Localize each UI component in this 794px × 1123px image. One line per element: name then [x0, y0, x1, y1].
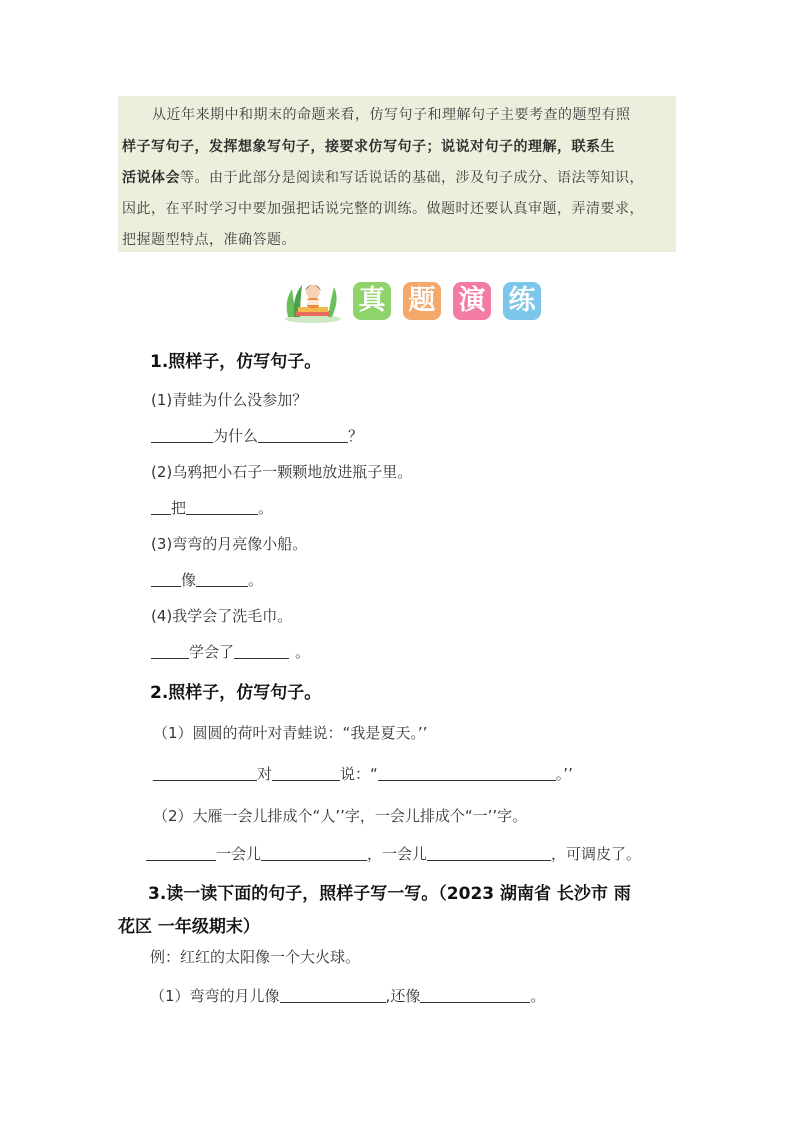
q3-heading-line-2: 花区 一年级期末）	[118, 917, 260, 937]
answer-blank[interactable]	[196, 571, 248, 587]
q1-answer-4: 学会了 。	[151, 641, 310, 662]
answer-blank[interactable]	[146, 845, 216, 861]
answer-blank[interactable]	[151, 643, 189, 659]
q1-answer-1: 为什么 ？	[151, 425, 363, 446]
q1-heading: 1.照样子，仿写句子。	[150, 352, 322, 372]
q3-heading-line-1: 3.读一读下面的句子，照样子写一写。（2023 湖南省 长沙市 雨	[148, 884, 631, 904]
q3-answer-1: （1）弯弯的月儿像 ,还像 。	[150, 987, 546, 1005]
intro-line-5: 把握题型特点，准确答题。	[122, 232, 296, 248]
answer-blank[interactable]	[234, 643, 289, 659]
answer-blank[interactable]	[427, 845, 551, 861]
q2-prompt-1: （1）圆圆的荷叶对青蛙说：“我是夏天。’’	[153, 724, 428, 742]
intro-bold-1: 样子写句子，发挥想象写句子，接要求仿写句子；说说对句子的理解，联系生	[122, 139, 615, 155]
q1-answer-3: 像 。	[151, 569, 263, 590]
intro-line-3: 活说体会等。由于此部分是阅读和写话说话的基础，涉及句子成分、语法等知识，	[122, 170, 644, 186]
answer-blank[interactable]	[280, 987, 386, 1003]
q1-prompt-1: (1)青蛙为什么没参加？	[151, 391, 308, 409]
banner-tile-2: 题	[403, 282, 441, 320]
q1-prompt-4: (4)我学会了洗毛巾。	[151, 607, 293, 625]
q2-heading: 2.照样子，仿写句子。	[150, 683, 322, 703]
answer-blank[interactable]	[153, 765, 257, 781]
answer-blank[interactable]	[420, 987, 530, 1003]
q2-answer-2: 一会儿 ，一会儿 ，可调皮了。	[146, 843, 641, 864]
intro-line-4: 因此，在平时学习中要加强把话说完整的训练。做题时还要认真审题，弄清要求，	[122, 201, 644, 217]
answer-blank[interactable]	[258, 427, 348, 443]
reading-girl-illustration	[282, 279, 344, 323]
banner-tile-4: 练	[503, 282, 541, 320]
q2-answer-1: 对 说：“ 。’’	[153, 763, 573, 784]
q1-prompt-2: (2)乌鸦把小石子一颗颗地放进瓶子里。	[151, 463, 413, 481]
q1-answer-2: 把 。	[151, 497, 273, 518]
answer-blank[interactable]	[378, 765, 556, 781]
answer-blank[interactable]	[151, 499, 171, 515]
section-banner	[282, 279, 544, 323]
intro-line-1: 从近年来期中和期末的命题来看，仿写句子和理解句子主要考查的题型有照	[152, 107, 631, 123]
q2-prompt-2: （2）大雁一会儿排成个“人’’字，一会儿排成个“一’’字。	[153, 807, 528, 825]
q1-prompt-3: (3)弯弯的月亮像小船。	[151, 535, 308, 553]
answer-blank[interactable]	[261, 845, 367, 861]
intro-bold-2: 活说体会	[122, 170, 180, 186]
answer-blank[interactable]	[151, 427, 213, 443]
q3-example: 例：红红的太阳像一个大火球。	[150, 948, 361, 966]
intro-line-2	[122, 136, 615, 156]
answer-blank[interactable]	[151, 571, 181, 587]
banner-tile-1: 真	[353, 282, 391, 320]
answer-blank[interactable]	[186, 499, 258, 515]
answer-blank[interactable]	[272, 765, 340, 781]
banner-tile-3: 演	[453, 282, 491, 320]
intro-box	[118, 96, 676, 252]
